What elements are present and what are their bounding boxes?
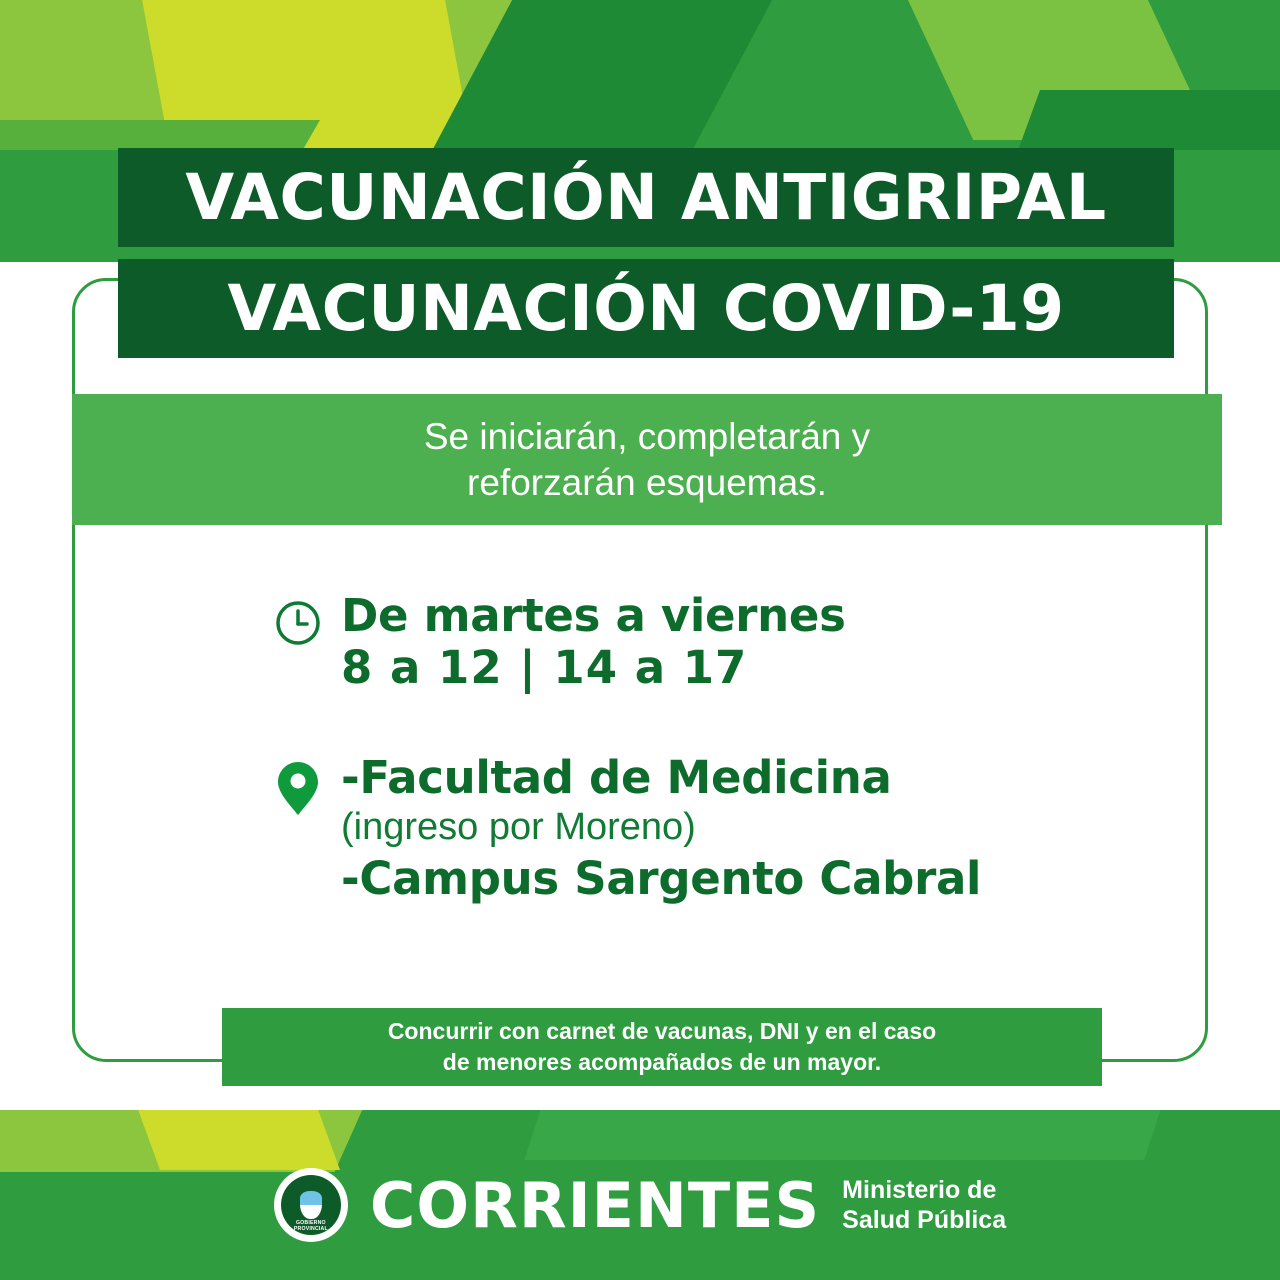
location-primary: -Facultad de Medicina (341, 750, 892, 804)
footnote-line-1: Concurrir con carnet de vacunas, DNI y en el caso (387, 1017, 937, 1044)
title-antigripal: VACUNACIÓN ANTIGRIPAL (118, 148, 1174, 247)
brand-corrientes: CORRIENTES (369, 1168, 821, 1242)
crest-caption: GOBIERNO PROVINCIAL (293, 1220, 328, 1232)
ministry-line-2: Salud Pública (842, 1206, 1007, 1234)
footer (0, 1168, 1280, 1242)
title-covid: VACUNACIÓN COVID-19 (118, 259, 1174, 358)
schedule-row (275, 590, 1175, 694)
clock-icon (275, 590, 341, 646)
location-text (341, 752, 981, 905)
map-pin-icon (275, 752, 341, 816)
info-block (275, 590, 1175, 941)
location-primary-note: (ingreso por Moreno) (341, 806, 696, 849)
corrientes-coat-of-arms-icon (274, 1168, 348, 1242)
subtitle-line-2: reforzarán esquemas. (467, 461, 827, 503)
subtitle-band (72, 394, 1222, 525)
schedule-hours: 8 a 12 | 14 a 17 (341, 640, 748, 694)
location-row (275, 752, 1175, 905)
footnote-band (222, 1008, 1102, 1086)
schedule-days: De martes a viernes (341, 589, 846, 642)
location-secondary: -Campus Sargento Cabral (341, 851, 982, 905)
crest-inner (281, 1175, 341, 1235)
crest-shield (299, 1190, 323, 1220)
footnote-line-2: de menores acompañados de un mayor. (442, 1049, 882, 1075)
ministry-label (842, 1175, 1006, 1236)
ministry-line-1: Ministerio de (842, 1175, 997, 1204)
decorative-shape (524, 1110, 1180, 1160)
schedule-text (341, 590, 846, 694)
subtitle-line-1: Se iniciarán, completarán y (423, 416, 871, 458)
